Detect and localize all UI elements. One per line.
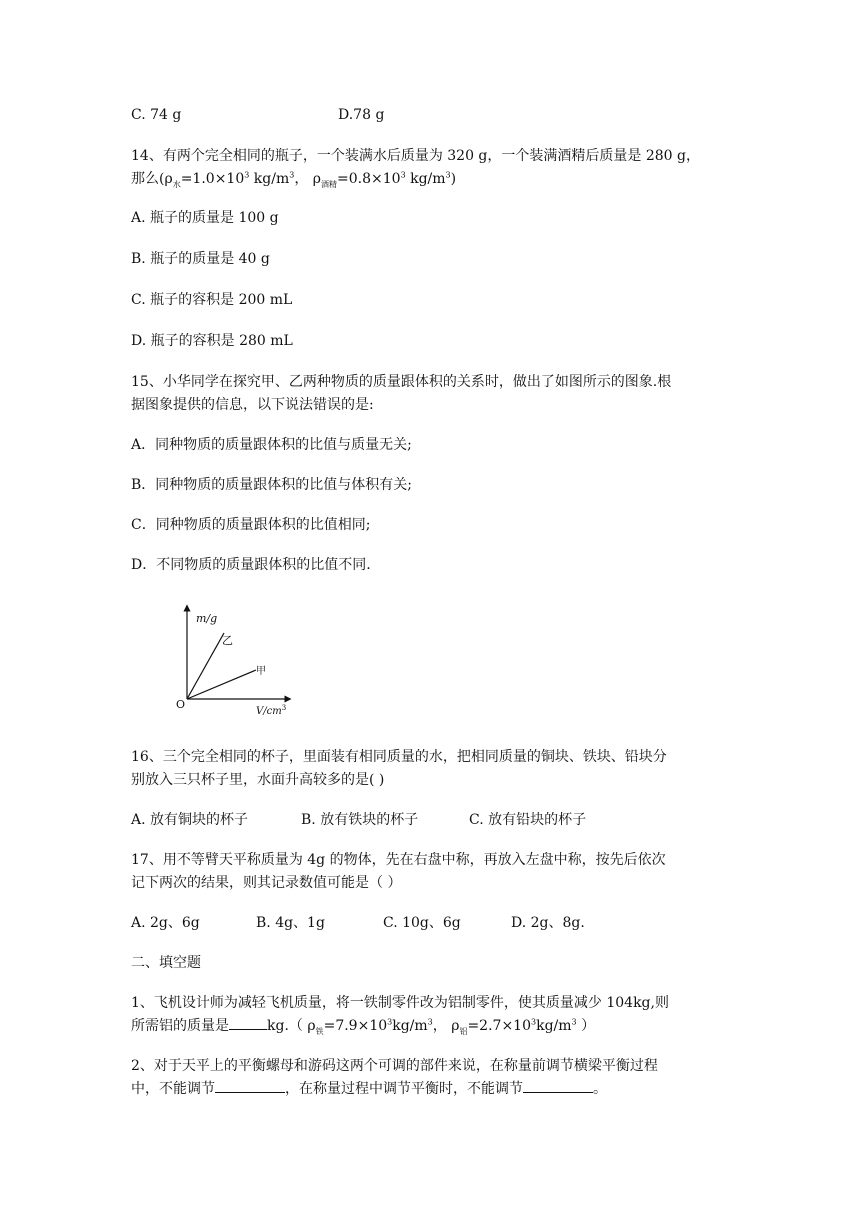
line-yi-label: 乙 <box>222 634 233 647</box>
q15-stem-line2: 据图象提供的信息，以下说法错误的是: <box>131 397 374 413</box>
fill2-stem-line2: 中，不能调节 ，在称量过程中调节平衡时，不能调节 。 <box>131 1081 607 1097</box>
q16-stem-line1: 16、三个完全相同的杯子，里面装有相同质量的水，把相同质量的铜块、铁块、铅块分 <box>131 749 667 765</box>
q14-stem-line2: 那么($\rho_水=1.0\times 10^3$ $kg/m^3$， $\rho_{酒精}=0.8\times 10^3$ $kg/m^3$) <box>131 170 457 189</box>
q14-option-a: A. 瓶子的质量是 100 g <box>131 210 279 226</box>
fill2-stem-line1: 2、对于天平上的平衡螺母和游码这两个可调的部件来说，在称量前调节横梁平衡过程 <box>131 1058 658 1074</box>
q17-options <box>131 913 585 933</box>
q16-stem-line2: 别放入三只杯子里，水面升高较多的是( ) <box>131 772 385 788</box>
fill2-answer-blank-1[interactable] <box>215 1079 285 1093</box>
line-jia-label: 甲 <box>256 666 266 677</box>
fill2-answer-blank-2[interactable] <box>523 1079 593 1093</box>
q17-option-d: D. 2g、8g. <box>511 915 585 931</box>
fill1-stem-line2: 所需铝的质量是 kg.（ $\rho_铁=7.9\times 10^3kg/m^3$， $\rho_铝=2.7\times 10^3kg/m^3$ ） <box>131 1017 596 1036</box>
q13-options <box>131 105 385 125</box>
x-axis-label: $V/cm^3$ <box>256 704 287 717</box>
q15-stem-line1: 15、小华同学在探究甲、乙两种物质的质量跟体积的关系时，做出了如图所示的图象.根 <box>131 374 672 390</box>
q16-options <box>131 810 587 830</box>
q17-stem-line2: 记下两次的结果，则其记录数值可能是（ ） <box>131 875 402 891</box>
q16-option-c: C. 放有铅块的杯子 <box>469 812 587 828</box>
q17-stem-line1: 17、用不等臂天平称质量为 4g 的物体，先在右盘中称，再放入左盘中称，按先后依次 <box>131 852 666 868</box>
q15-option-a: A．同种物质的质量跟体积的比值与质量无关; <box>131 437 412 453</box>
q13-option-c: C. 74 g <box>131 107 182 123</box>
q15-option-c: C．同种物质的质量跟体积的比值相同; <box>131 517 371 533</box>
q16-option-a: A. 放有铜块的杯子 <box>131 812 249 828</box>
q14-option-c: C. 瓶子的容积是 200 mL <box>131 292 293 308</box>
mass-volume-graph <box>170 600 300 720</box>
q14-option-b: B. 瓶子的质量是 40 g <box>131 251 270 267</box>
q17-option-b: B. 4g、1g <box>256 915 325 931</box>
fill1-stem-line1: 1、飞机设计师为减轻飞机质量，将一铁制零件改为铝制零件，使其质量减少 104kg,则 <box>131 995 669 1011</box>
q15-option-d: D．不同物质的质量跟体积的比值不同. <box>131 557 371 573</box>
q14-stem-line1: 14、有两个完全相同的瓶子，一个装满水后质量为 320 g，一个装满酒精后质量是 280 g， <box>131 148 700 164</box>
origin-label: O <box>176 698 186 711</box>
q15-option-b: B．同种物质的质量跟体积的比值与体积有关; <box>131 477 413 493</box>
q17-option-a: A. 2g、6g <box>131 915 200 931</box>
q14-option-d: D. 瓶子的容积是 280 mL <box>131 333 293 349</box>
q17-option-c: C. 10g、6g <box>383 915 461 931</box>
q16-option-b: B. 放有铁块的杯子 <box>301 812 419 828</box>
section-title-fill-in: 二、填空题 <box>131 955 201 971</box>
line-yi <box>187 633 224 699</box>
q13-option-d: D.78 g <box>338 107 385 123</box>
fill1-answer-blank[interactable] <box>229 1016 267 1030</box>
line-jia <box>187 670 256 699</box>
y-axis-label: m/g <box>196 612 218 625</box>
